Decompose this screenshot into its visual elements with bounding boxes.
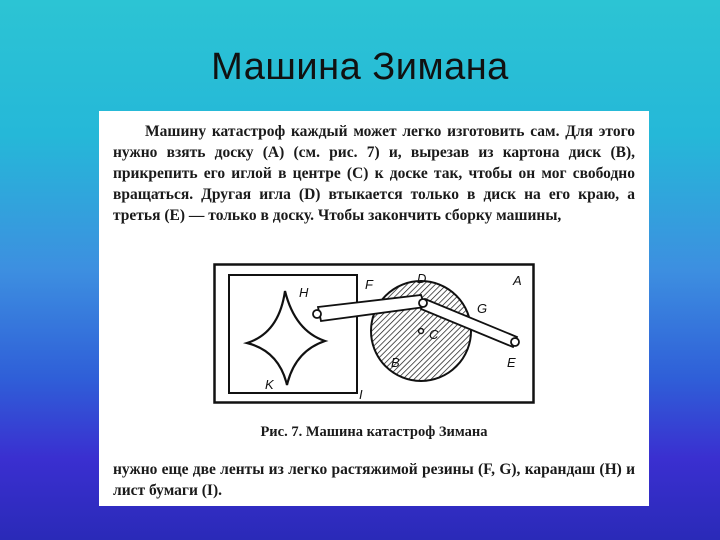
paper-sheet-i — [229, 275, 357, 393]
label-f: F — [365, 277, 373, 292]
label-g: G — [477, 301, 488, 316]
label-e: E — [507, 355, 516, 370]
pin-d — [419, 299, 427, 307]
pin-c — [419, 329, 424, 334]
label-i: I — [359, 387, 363, 402]
label-h: H — [299, 285, 309, 300]
slide-title: Машина Зимана — [211, 46, 509, 88]
paragraph-continuation: нужно еще две ленты из легко растяжимой резины (F, G), карандаш (H) и лист бумаги (I). — [113, 461, 635, 499]
label-c: C — [429, 327, 439, 342]
figure-caption: Рис. 7. Машина катастроф Зимана — [260, 424, 488, 440]
pencil-h — [313, 310, 321, 318]
label-a: A — [513, 273, 522, 288]
paragraph-intro: Машину катастроф каждый может легко изготовить сам. Для этого нужно взять доску (A) (см. рис. 7) и, вырезав из картона диск (B), прикрепить его иглой в центре (C) к доске так, чтобы он мог свободно вращаться. Другая игла (D) втыкается только в диск на его краю, а третья (E) — только в доску. Чтобы закончить сборку машины, — [113, 123, 635, 224]
label-k: K — [265, 377, 274, 392]
zeeman-machine-diagram — [213, 263, 535, 423]
pin-e — [511, 338, 519, 346]
scanned-page — [99, 111, 649, 506]
label-d: D — [417, 271, 427, 286]
catastrophe-curve-k — [247, 291, 325, 385]
label-b: B — [391, 355, 400, 370]
figure-7 — [213, 263, 535, 428]
